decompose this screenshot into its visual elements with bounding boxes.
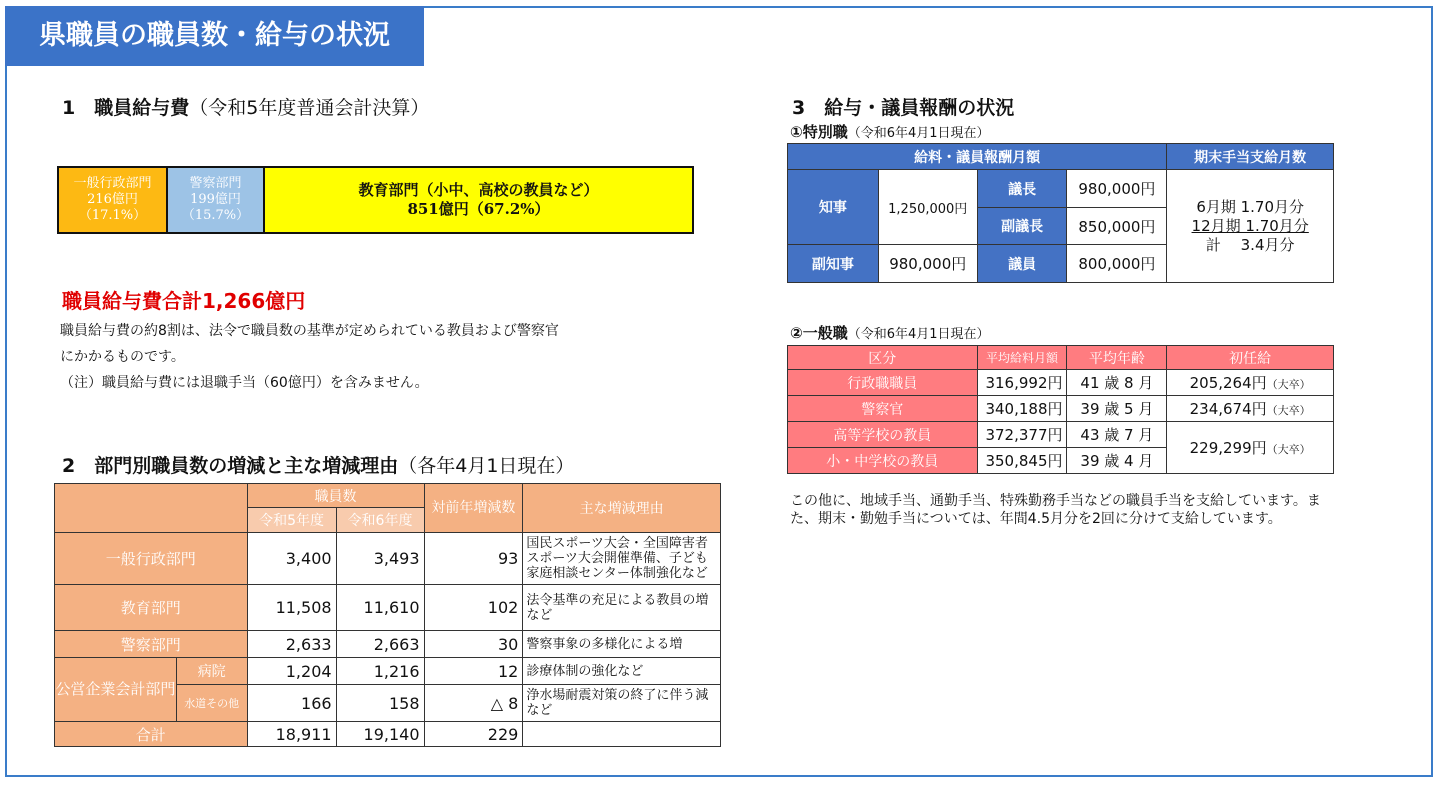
row-water-name: 水道その他 bbox=[176, 685, 247, 722]
row-education-reason: 法令基準の充足による教員の増など bbox=[523, 585, 721, 631]
bonus-june: 6月期 1.70月分 bbox=[1196, 197, 1305, 216]
general-post-table bbox=[787, 345, 1334, 474]
salary-total: 職員給与費合計1,266億円 bbox=[62, 289, 306, 313]
section3-heading: 3 給与・議員報酬の状況 bbox=[792, 97, 1015, 119]
section1-note: （注）職員給与費には退職手当（60億円）を含みません。 bbox=[60, 375, 429, 391]
row-elementary-avg-pay: 350,845円 bbox=[977, 448, 1067, 474]
bar-segment-general bbox=[59, 168, 168, 232]
row-police-avg-pay: 340,188円 bbox=[977, 396, 1067, 422]
row-elementary-avg-age: 39 歳 4 月 bbox=[1067, 448, 1167, 474]
staff-count-table bbox=[54, 483, 721, 747]
row-water-diff: △ 8 bbox=[424, 685, 523, 722]
vice-governor-pay: 980,000円 bbox=[878, 245, 977, 283]
table-row bbox=[788, 422, 1334, 448]
bar-education-amount: 851億円（67.2%） bbox=[407, 200, 550, 218]
row-police-category: 警察官 bbox=[788, 396, 978, 422]
bar-general-pct: （17.1%） bbox=[78, 208, 147, 224]
row-education-diff: 102 bbox=[424, 585, 523, 631]
bar-education-label: 教育部門（小中、高校の教員など） bbox=[358, 181, 599, 200]
row-police-avg-age: 39 歳 5 月 bbox=[1067, 396, 1167, 422]
row-water-r5: 166 bbox=[247, 685, 336, 722]
row-admin-starting bbox=[1167, 370, 1334, 396]
row-general-r5: 3,400 bbox=[247, 533, 336, 585]
header-diff: 対前年増減数 bbox=[424, 484, 523, 533]
section2-heading bbox=[62, 451, 574, 478]
header-reason: 主な増減理由 bbox=[523, 484, 721, 533]
table-row bbox=[788, 370, 1334, 396]
member-label: 議員 bbox=[977, 245, 1067, 283]
special-post-date: （令和6年4月1日現在） bbox=[847, 126, 990, 141]
general-post-title: ②一般職 bbox=[790, 324, 848, 342]
chair-pay: 980,000円 bbox=[1067, 170, 1167, 208]
bar-segment-police bbox=[168, 168, 265, 232]
header-bonus-months: 期末手当支給月数 bbox=[1167, 144, 1334, 170]
special-post-table bbox=[787, 143, 1334, 283]
row-total-name: 合計 bbox=[55, 722, 248, 747]
bar-general-label: 一般行政部門 bbox=[73, 175, 152, 191]
row-highschool-category: 高等学校の教員 bbox=[788, 422, 978, 448]
special-post-heading bbox=[790, 121, 990, 142]
bonus-total: 計 3.4月分 bbox=[1205, 235, 1295, 254]
row-admin-starting-pay: 205,264円 bbox=[1189, 374, 1267, 392]
bar-police-amount: 199億円 bbox=[190, 191, 241, 207]
row-admin-avg-age: 41 歳 8 月 bbox=[1067, 370, 1167, 396]
section1-heading-main: 1 職員給与費 bbox=[62, 97, 190, 119]
row-police-r6: 2,663 bbox=[336, 631, 424, 658]
row-hospital-diff: 12 bbox=[424, 658, 523, 685]
table-row bbox=[788, 170, 1334, 208]
row-education-r6: 11,610 bbox=[336, 585, 424, 631]
row-admin-avg-pay: 316,992円 bbox=[977, 370, 1067, 396]
row-water-r6: 158 bbox=[336, 685, 424, 722]
header-avg-age: 平均年齢 bbox=[1067, 346, 1167, 370]
row-teacher-starting-pay: 229,299円 bbox=[1189, 439, 1267, 457]
governor-pay: 1,250,000円 bbox=[878, 170, 977, 245]
row-total-reason bbox=[523, 722, 721, 747]
row-education-name: 教育部門 bbox=[55, 585, 248, 631]
row-highschool-avg-pay: 372,377円 bbox=[977, 422, 1067, 448]
section1-paragraph-line2: にかかるものです。 bbox=[60, 349, 185, 365]
table-row bbox=[55, 585, 721, 631]
header-category: 区分 bbox=[788, 346, 978, 370]
row-police-starting bbox=[1167, 396, 1334, 422]
table-row bbox=[55, 631, 721, 658]
section1-heading-sub: （令和5年度普通会計決算） bbox=[189, 97, 430, 119]
governor-label: 知事 bbox=[788, 170, 879, 245]
bar-police-label: 警察部門 bbox=[189, 175, 242, 191]
general-post-heading bbox=[790, 322, 990, 343]
row-elementary-category: 小・中学校の教員 bbox=[788, 448, 978, 474]
row-police-r5: 2,633 bbox=[247, 631, 336, 658]
row-enterprise-name: 公営企業会計部門 bbox=[55, 658, 177, 722]
row-police-starting-pay: 234,674円 bbox=[1189, 400, 1267, 418]
row-police-grad-label: （大卒） bbox=[1266, 404, 1311, 417]
section1-paragraph-line1: 職員給与費の約8割は、法令で職員数の基準が定められている教員および警察官 bbox=[60, 323, 559, 339]
section2-heading-main: 2 部門別職員数の増減と主な増減理由 bbox=[62, 455, 399, 477]
special-post-title: ①特別職 bbox=[790, 123, 848, 141]
table-row bbox=[55, 533, 721, 585]
bar-general-amount: 216億円 bbox=[87, 191, 138, 207]
row-general-name: 一般行政部門 bbox=[55, 533, 248, 585]
header-avg-pay: 平均給料月額 bbox=[977, 346, 1067, 370]
table-corner bbox=[55, 484, 248, 533]
vice-chair-label: 副議長 bbox=[977, 208, 1067, 245]
vice-governor-label: 副知事 bbox=[788, 245, 879, 283]
table-row bbox=[788, 396, 1334, 422]
allowance-note: この他に、地域手当、通勤手当、特殊勤務手当などの職員手当を支給しています。また、期末・勤勉手当については、年間4.5月分を2回に分けて支給しています。 bbox=[790, 493, 1321, 527]
row-hospital-reason: 診療体制の強化など bbox=[523, 658, 721, 685]
chair-label: 議長 bbox=[977, 170, 1067, 208]
row-admin-category: 行政職職員 bbox=[788, 370, 978, 396]
row-hospital-r6: 1,216 bbox=[336, 658, 424, 685]
member-pay: 800,000円 bbox=[1067, 245, 1167, 283]
vice-chair-pay: 850,000円 bbox=[1067, 208, 1167, 245]
row-total-r5: 18,911 bbox=[247, 722, 336, 747]
row-admin-grad-label: （大卒） bbox=[1266, 378, 1311, 391]
general-post-date: （令和6年4月1日現在） bbox=[847, 327, 990, 342]
row-police-reason: 警察事象の多様化による増 bbox=[523, 631, 721, 658]
table-row bbox=[55, 722, 721, 747]
row-general-r6: 3,493 bbox=[336, 533, 424, 585]
header-r6: 令和6年度 bbox=[336, 508, 424, 533]
page-title: 県職員の職員数・給与の状況 bbox=[5, 6, 424, 66]
row-teacher-grad-label: （大卒） bbox=[1266, 443, 1311, 456]
bar-segment-education bbox=[265, 168, 692, 232]
row-total-diff: 229 bbox=[424, 722, 523, 747]
section1-heading bbox=[62, 93, 429, 120]
row-education-r5: 11,508 bbox=[247, 585, 336, 631]
row-hospital-name: 病院 bbox=[176, 658, 247, 685]
salary-cost-bar bbox=[57, 166, 694, 234]
table-row bbox=[55, 658, 721, 685]
row-police-name: 警察部門 bbox=[55, 631, 248, 658]
row-highschool-avg-age: 43 歳 7 月 bbox=[1067, 422, 1167, 448]
row-total-r6: 19,140 bbox=[336, 722, 424, 747]
row-teacher-starting bbox=[1167, 422, 1334, 474]
header-staff-count: 職員数 bbox=[247, 484, 424, 508]
header-monthly-pay: 給料・議員報酬月額 bbox=[788, 144, 1167, 170]
row-water-reason: 浄水場耐震対策の終了に伴う減など bbox=[523, 685, 721, 722]
header-r5: 令和5年度 bbox=[247, 508, 336, 533]
row-general-reason: 国民スポーツ大会・全国障害者スポーツ大会開催準備、子ども家庭相談センター体制強化など bbox=[523, 533, 721, 585]
section2-heading-sub: （各年4月1日現在） bbox=[398, 455, 575, 477]
header-starting-pay: 初任給 bbox=[1167, 346, 1334, 370]
bonus-december: 12月期 1.70月分 bbox=[1191, 216, 1309, 235]
row-hospital-r5: 1,204 bbox=[247, 658, 336, 685]
row-general-diff: 93 bbox=[424, 533, 523, 585]
row-police-diff: 30 bbox=[424, 631, 523, 658]
bar-police-pct: （15.7%） bbox=[181, 208, 250, 224]
bonus-months bbox=[1167, 170, 1334, 283]
